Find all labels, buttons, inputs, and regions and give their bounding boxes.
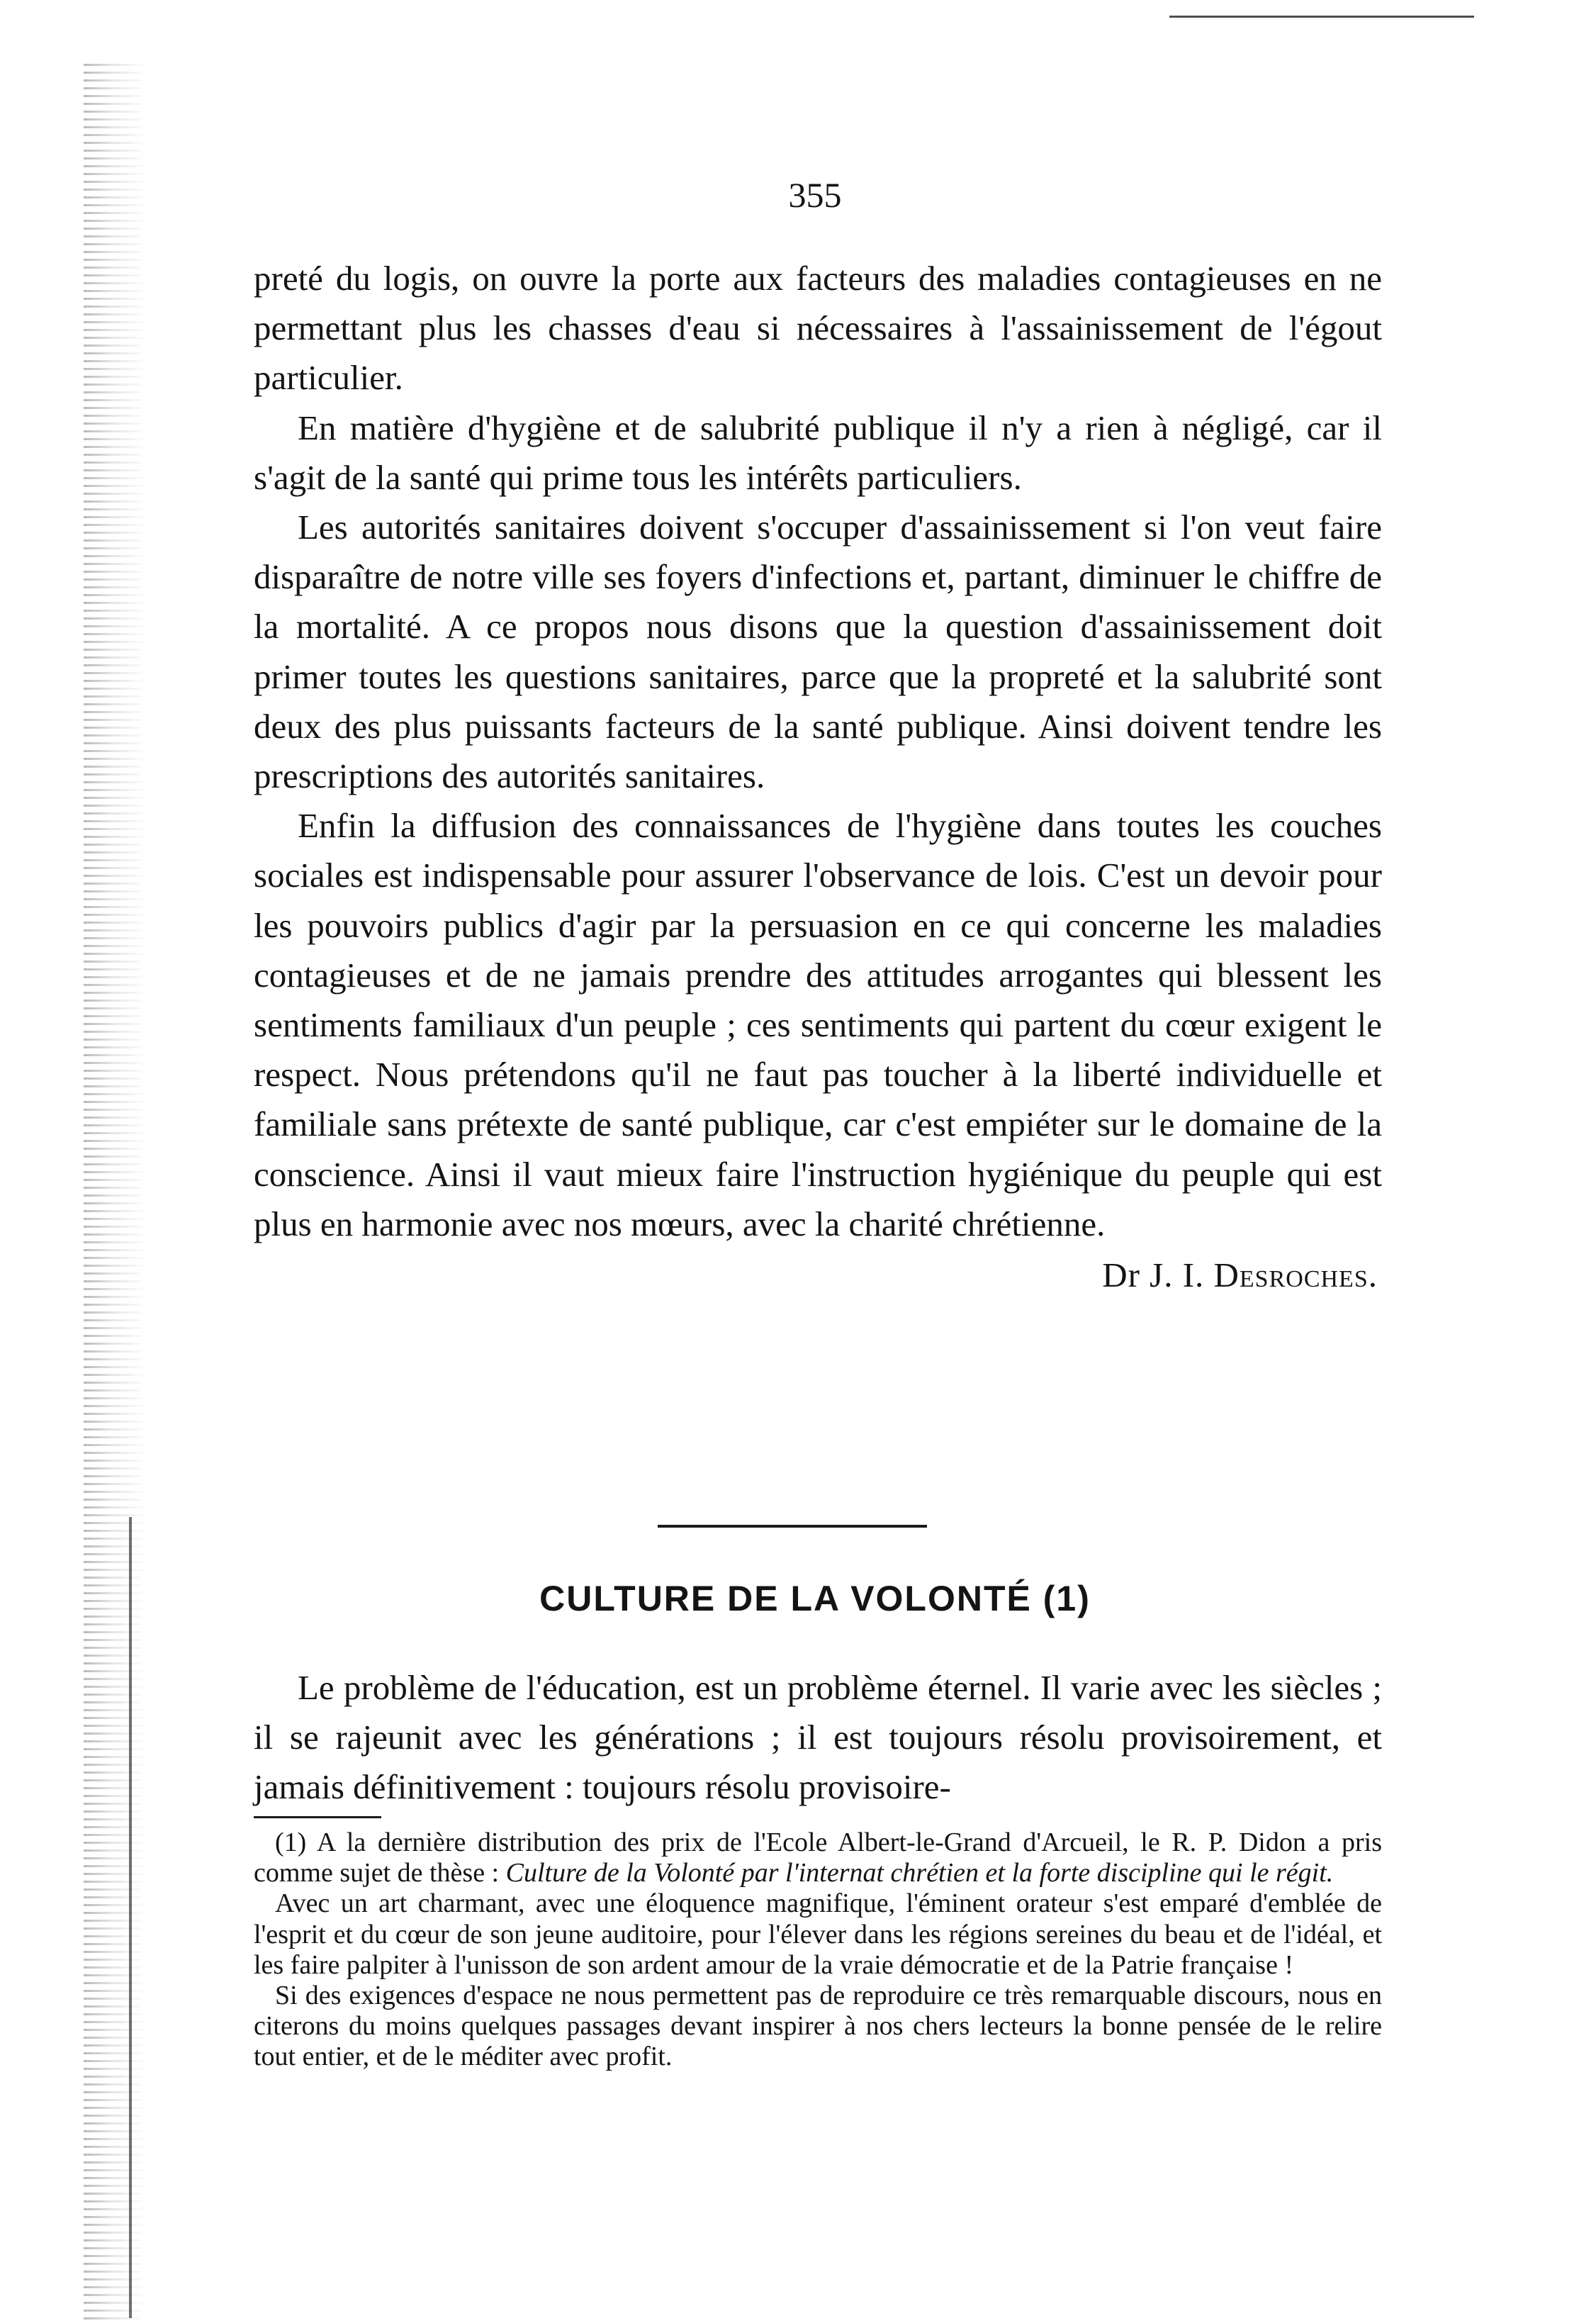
scan-binding-edge — [84, 64, 147, 2323]
article-signature — [254, 1249, 1382, 1302]
section-divider — [658, 1525, 927, 1528]
footnotes — [254, 1827, 1382, 2073]
article-paragraph: En matière d'hygiène et de salubrité publique il n'y a rien à négligé, car il s'agit de la santé qui prime tous les intérêts particuliers. — [254, 408, 1382, 497]
footnote-divider — [254, 1816, 381, 1818]
footnote-2: Avec un art charmant, avec une éloquence magnifique, l'éminent orateur s'est emparé d'emblée de l'esprit et du cœur de son jeune auditoire, pour l'élever dans les régions sereines du beau et de l'idéal, et les faire palpiter à l'unisson de son ardent amour de la vraie démocratie et de la Patrie française ! — [254, 1888, 1382, 1980]
footnote-1-lead: (1) A la dernière distribution des prix de l'Ecole Albert-le-Grand d'Arcueil, le R. P. Didon a pris comme sujet de thèse : — [254, 1827, 1382, 1888]
signature-prefix: Dr J. I. — [1102, 1255, 1205, 1295]
page-number: 355 — [788, 175, 842, 215]
footnote-3: Si des exigences d'espace ne nous permettent pas de reproduire ce très remarquable discours, nous en citerons du moins quelques passages devant inspirer à nos chers lecteurs la bonne pensée de le relire tout entier, et de le méditer avec profit. — [254, 1981, 1382, 2072]
section-body — [254, 1663, 1382, 1813]
scan-binding-line — [129, 1517, 132, 2318]
footnote-1-italic: Culture de la Volonté par l'internat chrétien et la forte discipline qui le régit. — [505, 1858, 1334, 1888]
section-title: CULTURE DE LA VOLONTÉ (1) — [539, 1579, 1091, 1618]
article-paragraph: Enfin la diffusion des connaissances de l'hygiène dans toutes les couches sociales est indispensable pour assurer l'observance de lois. C'est un devoir pour les pouvoirs publics d'agir par la persuasion en ce qui concerne les maladies contagieuses et de ne jamais prendre des attitudes arrogantes qui blessent les sentiments familiaux d'un peuple ; ces sentiments qui partent du cœur exigent le respect. Nous prétendons qu'il ne faut pas toucher à la liberté individuelle et familiale sans prétexte de santé publique, car c'est empiéter sur le domaine de la conscience. Ainsi il vaut mieux faire l'instruction hygiénique du peuple qui est plus en harmonie avec nos mœurs, avec la charité chrétienne. — [254, 806, 1382, 1243]
article-body — [254, 254, 1382, 1302]
footnote-1 — [254, 1827, 1382, 1888]
section-paragraph: Le problème de l'éducation, est un problème éternel. Il varie avec les siècles ; il se rajeunit avec les générations ; il est toujours résolu provisoirement, et jamais définitivement : toujours résolu provisoire- — [254, 1668, 1382, 1807]
article-paragraph: Les autorités sanitaires doivent s'occuper d'assainissement si l'on veut faire disparaître de notre ville ses foyers d'infections et, partant, diminuer le chiffre de la mortalité. A ce propos nous disons que la question d'assainissement doit primer toutes les questions sanitaires, parce que la propreté et la salubrité sont deux des plus puissants facteurs de la santé publique. Ainsi doivent tendre les prescriptions des autorités sanitaires. — [254, 508, 1382, 796]
signature-name: Desroches. — [1213, 1255, 1378, 1295]
scan-top-rule — [1169, 16, 1474, 18]
article-paragraph: preté du logis, on ouvre la porte aux facteurs des maladies contagieuses en ne permettant plus les chasses d'eau si nécessaires à l'assainissement de l'égout particulier. — [254, 259, 1382, 398]
